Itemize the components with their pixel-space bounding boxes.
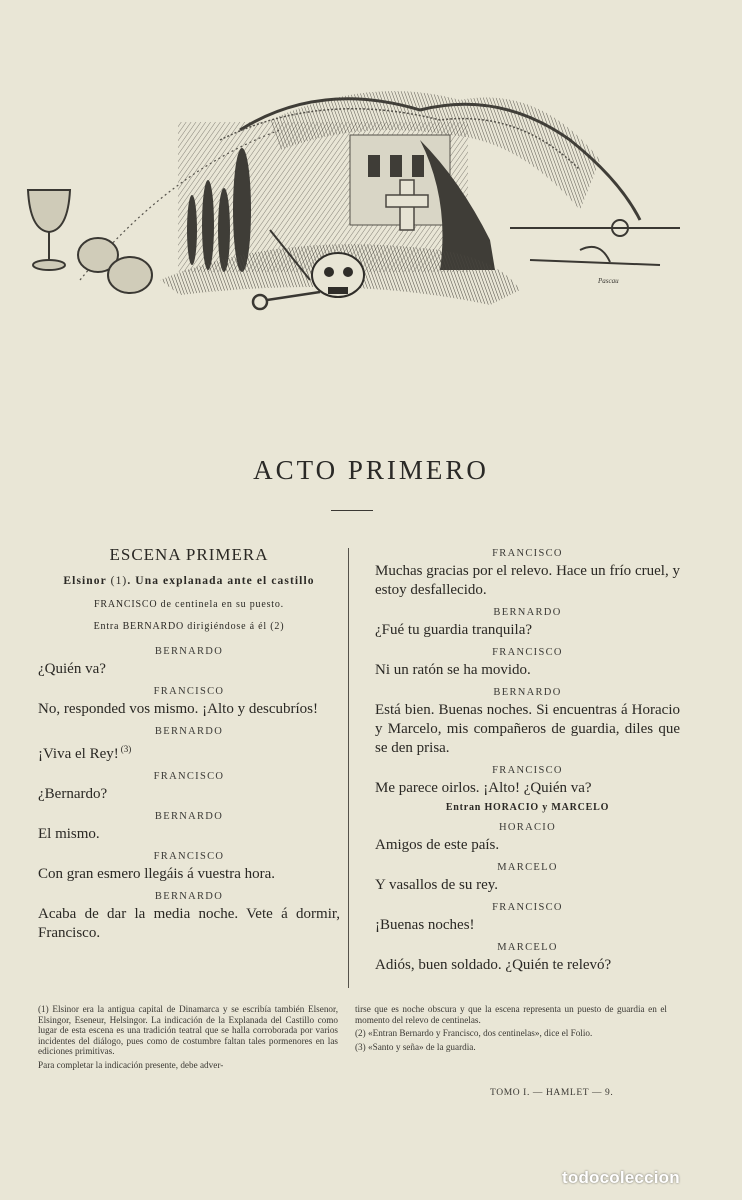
page-footer: TOMO I. — HAMLET — 9. [490, 1088, 614, 1098]
speech-text: Y vasallos de su rey. [375, 877, 499, 893]
speech-text: Adiós, buen soldado. ¿Quién te relevó? [375, 957, 612, 973]
scene-title: ESCENA PRIMERA [109, 545, 269, 564]
dialogue-line [38, 643, 340, 679]
goblet-icon [28, 190, 70, 270]
title-rule [331, 510, 373, 511]
speech-text: ¡Buenas noches! [375, 917, 475, 933]
watermark: todocoleccion [562, 1168, 680, 1187]
speech-text: Amigos de este país. [375, 837, 500, 853]
dialogue-line [38, 723, 340, 764]
speaker-name: HORACIO [499, 822, 556, 833]
footnote: tirse que es noche obscura y que la escena representa un puesto de guardia en el momento del relevo de centinelas. [355, 1004, 667, 1025]
right-column [375, 545, 680, 979]
footnote: Para completar la indicación presente, debe adver- [38, 1059, 224, 1070]
dialogue-line [375, 819, 680, 855]
speaker-name: FRANCISCO [153, 851, 225, 862]
speaker-name: BERNARDO [154, 891, 224, 902]
stage-direction: Entran HORACIO y MARCELO [445, 802, 610, 813]
place-footnote-ref: (1) [110, 575, 128, 587]
dialogue-line [375, 859, 680, 895]
dialogue-line [375, 644, 680, 680]
speech-text: Está bien. Buenas noches. Si encuentras á Horacio y Marcelo, mis compañeros de guardia, diles que se den prisa. [375, 702, 680, 756]
dialogue-line [38, 848, 340, 884]
speech-text: Acaba de dar la media noche. Vete á dormir, Francisco. [38, 906, 340, 941]
dialogue-line [375, 939, 680, 975]
skull-icon [312, 253, 364, 297]
footnotes-right [355, 1004, 667, 1055]
stage-direction: FRANCISCO de centinela en su puesto. [94, 599, 284, 610]
place-name: Elsinor [63, 575, 107, 587]
dialogue-line [375, 684, 680, 758]
speaker-name: FRANCISCO [492, 902, 563, 913]
speaker-name: FRANCISCO [492, 647, 563, 658]
footnote: (2) «Entran Bernardo y Francisco, dos centinelas», dice el Folio. [355, 1028, 593, 1038]
dialogue-line [375, 545, 680, 600]
speaker-name: MARCELO [497, 942, 558, 953]
left-column [38, 545, 340, 947]
speech-body: ¡Viva el Rey! [38, 746, 119, 762]
dialogue-line [375, 762, 680, 798]
engraving-illustration [20, 80, 710, 320]
speaker-name: FRANCISCO [492, 765, 563, 776]
stage-direction-text: Entra BERNARDO dirigiéndose á él [93, 621, 267, 632]
footnote: (1) Elsinor era la antigua capital de Dinamarca y se escribía también Elsenor, Elsingor, Eseneur, Helsingor. La indicación de la Explanada del Castillo como lugar de esta escena es una tradición teatral que se halla corroborada por varios incidentes del diálogo, pues como de costumbre faltan tales pormenores en las ediciones primitivas. [38, 1004, 338, 1056]
speaker-name: BERNARDO [493, 607, 562, 618]
key-icon [253, 292, 320, 309]
speaker-name: BERNARDO [154, 811, 224, 822]
scene-place [38, 575, 340, 587]
speech-text: Muchas gracias por el relevo. Hace un frío cruel, y estoy desfallecido. [375, 563, 680, 598]
speaker-name: FRANCISCO [153, 771, 225, 782]
speaker-name: BERNARDO [154, 726, 224, 737]
speech-text [38, 740, 340, 764]
artist-signature: Pascau [598, 277, 619, 285]
column-divider [348, 548, 349, 988]
swords-icon [510, 220, 680, 265]
stage-direction [38, 621, 340, 632]
speech-text: ¿Bernardo? [38, 786, 108, 802]
footnotes-left [38, 1004, 338, 1073]
speech-text: Ni un ratón se ha movido. [375, 662, 531, 678]
speech-text: Me parece oirlos. ¡Alto! ¿Quién va? [375, 780, 592, 796]
speech-text: ¿Quién va? [38, 661, 106, 677]
dialogue-line [38, 768, 340, 804]
speaker-name: MARCELO [497, 862, 558, 873]
dialogue-line [38, 888, 340, 943]
fallen-glasses-icon [78, 238, 152, 293]
speech-text: ¿Fué tu guardia tranquila? [375, 622, 533, 638]
act-title: ACTO PRIMERO [253, 455, 489, 485]
speech-text: Con gran esmero llegáis á vuestra hora. [38, 866, 276, 882]
dialogue-line [38, 808, 340, 844]
dialogue-line [375, 899, 680, 935]
speech-text: El mismo. [38, 826, 100, 842]
dialogue-line [375, 604, 680, 640]
speaker-name: FRANCISCO [492, 548, 563, 559]
footnote: (3) «Santo y seña» de la guardia. [355, 1041, 476, 1052]
speaker-name: BERNARDO [493, 687, 562, 698]
footnote-ref: (3) [120, 744, 132, 754]
speaker-name: FRANCISCO [153, 686, 225, 697]
dialogue-line [38, 683, 340, 719]
speaker-name: BERNARDO [154, 646, 224, 657]
place-description: . Una explanada ante el castillo [127, 575, 315, 587]
footnote-ref: (2) [270, 621, 285, 632]
speech-text: No, responded vos mismo. ¡Alto y descubríos! [38, 701, 318, 717]
